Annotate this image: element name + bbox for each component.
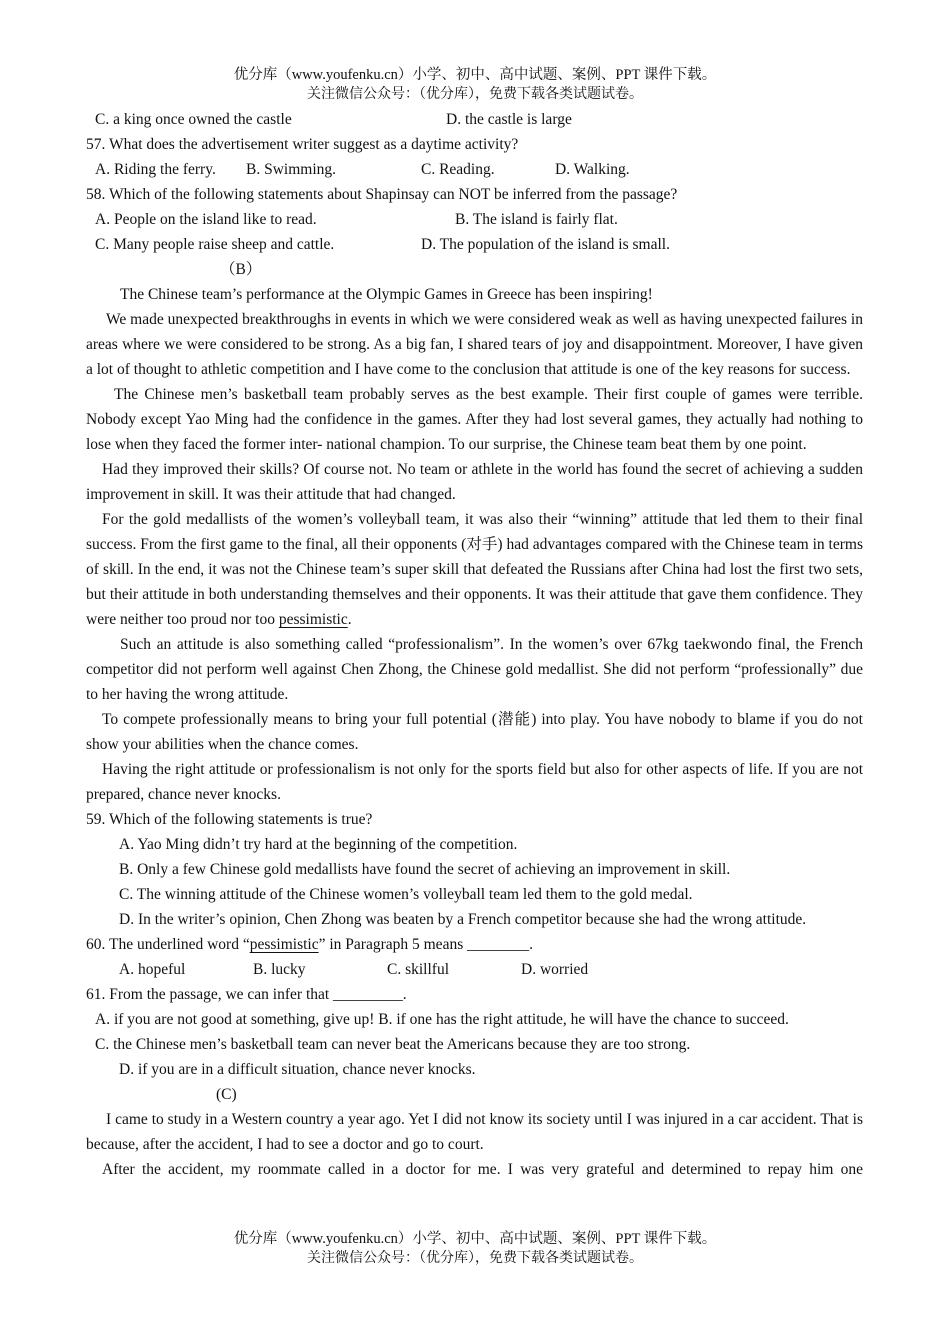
header-line-2: 关注微信公众号：（优分库），免费下载各类试题试卷。 <box>307 87 643 102</box>
q59-option-a: A. Yao Ming didn’t try hard at the beginning of the competition. <box>119 836 518 853</box>
passage-b-label: （B） <box>220 261 262 278</box>
q61-option-d: D. if you are in a difficult situation, chance never knocks. <box>119 1061 476 1078</box>
q60-option-c: C. skillful <box>387 961 450 978</box>
q59-option-c: C. The winning attitude of the Chinese women’s volleyball team led them to the gold medal. <box>119 886 693 903</box>
passage-b-paragraph-5 <box>86 507 863 632</box>
passage-c-label: (C) <box>216 1086 237 1103</box>
q56-option-c: C. a king once owned the castle <box>95 111 292 128</box>
passage-b-paragraph-8: Having the right attitude or professionalism is not only for the sports field but also for other aspects of life. If you are not prepared, chance never knocks. <box>86 761 863 803</box>
header-line-1: 优分库（www.youfenku.cn）小学、初中、高中试题、案例、PPT 课件下载。 <box>233 67 717 83</box>
q57-stem: 57. What does the advertisement writer suggest as a daytime activity? <box>86 136 519 153</box>
q60-option-d: D. worried <box>521 961 589 978</box>
page-header <box>0 66 950 104</box>
q60-option-b: B. lucky <box>253 961 306 978</box>
q59-stem: 59. Which of the following statements is true? <box>86 811 373 828</box>
passage-b-paragraph-7: To compete professionally means to bring your full potential (潜能) into play. You have nobody to blame if you do not show your abilities when the chance comes. <box>86 711 863 753</box>
passage-b-paragraph-4: Had they improved their skills? Of course not. No team or athlete in the world has found the secret of achieving a sudden improvement in skill. It was their attitude that had changed. <box>86 461 863 503</box>
q58-stem: 58. Which of the following statements about Shapinsay can NOT be inferred from the passage? <box>86 186 678 203</box>
q56-option-d: D. the castle is large <box>446 111 572 128</box>
q58-option-d: D. The population of the island is small. <box>421 236 670 253</box>
exam-content <box>86 107 863 1182</box>
q57-option-d: D. Walking. <box>555 161 630 178</box>
q57-option-c: C. Reading. <box>421 161 495 178</box>
q58-options-ab <box>86 207 863 232</box>
q58-option-c: C. Many people raise sheep and cattle. <box>95 236 335 253</box>
footer-line-2: 关注微信公众号：（优分库），免费下载各类试题试卷。 <box>307 1251 643 1266</box>
footer-line-1: 优分库（www.youfenku.cn）小学、初中、高中试题、案例、PPT 课件下载。 <box>233 1231 717 1247</box>
q58-option-b: B. The island is fairly flat. <box>455 211 618 228</box>
q59-option-b: B. Only a few Chinese gold medallists have found the secret of achieving an improvement in skill. <box>119 861 731 878</box>
passage-b-paragraph-6: Such an attitude is also something called “professionalism”. In the women’s over 67kg taekwondo final, the French competitor did not perform well against Chen Zhong, the Chinese gold medallist. She did not perform “professionally” due to her having the wrong attitude. <box>86 636 863 703</box>
q59-option-d: D. In the writer’s opinion, Chen Zhong was beaten by a French competitor because she had the wrong attitude. <box>119 911 807 928</box>
passage-c-paragraph-1: I came to study in a Western country a year ago. Yet I did not know its society until I was injured in a car accident. That is because, after the accident, I had to see a doctor and go to court. <box>86 1111 863 1153</box>
q57-option-b: B. Swimming. <box>246 161 337 178</box>
paragraph-5-text: For the gold medallists of the women’s volleyball team, it was also their “winning” attitude that led them to their final success. From the first game to the final, all their opponents (对手) had advantages compared with the Chinese team in terms of skill. In the end, it was not the Chinese team’s super skill that defeated the Russians after China had lost the first two sets, but their attitude in both understanding themselves and their opponents. It was their attitude that gave them confidence. They were neither too proud nor too <box>86 511 863 628</box>
q61-option-c: C. the Chinese men’s basketball team can never beat the Americans because they are too strong. <box>95 1036 691 1053</box>
passage-c-paragraph-2: After the accident, my roommate called in a doctor for me. I was very grateful and determined to repay him one <box>102 1161 863 1178</box>
q60-stem-end: ” in Paragraph 5 means ________. <box>318 936 533 953</box>
q57-option-a: A. Riding the ferry. <box>95 161 216 178</box>
paragraph-5-end: . <box>347 611 352 628</box>
q61-options-ab: A. if you are not good at something, give up! B. if one has the right attitude, he will have the chance to succeed. <box>95 1011 789 1028</box>
q60-stem <box>86 932 863 957</box>
q57-options <box>86 157 863 182</box>
q60-options <box>86 957 863 982</box>
passage-b-paragraph-2: We made unexpected breakthroughs in events in which we were considered weak as well as having unexpected failures in areas where we were considered to be strong. As a big fan, I shared tears of joy and disappointment. Moreover, I have given a lot of thought to athletic competition and I have come to the conclusion that attitude is one of the key reasons for success. <box>86 311 863 378</box>
q58-option-a: A. People on the island like to read. <box>95 211 317 228</box>
q58-options-cd <box>86 232 863 257</box>
q56-options <box>86 107 863 132</box>
passage-b-paragraph-1: The Chinese team’s performance at the Olympic Games in Greece has been inspiring! <box>120 286 653 303</box>
q60-underlined-word: pessimistic <box>249 936 319 953</box>
page-footer <box>0 1230 950 1268</box>
passage-b-paragraph-3: The Chinese men’s basketball team probably serves as the best example. Their first couple of games were terrible. Nobody except Yao Ming had the confidence in the games. After they had lost several games, they actually had nothing to lose when they faced the former inter- national champion. To our surprise, the Chinese team beat them by one point. <box>86 386 863 453</box>
underlined-word-pessimistic: pessimistic <box>278 611 348 628</box>
q61-stem: 61. From the passage, we can infer that _________. <box>86 986 407 1003</box>
q60-stem-start: 60. The underlined word “ <box>86 936 250 953</box>
q60-option-a: A. hopeful <box>119 961 186 978</box>
